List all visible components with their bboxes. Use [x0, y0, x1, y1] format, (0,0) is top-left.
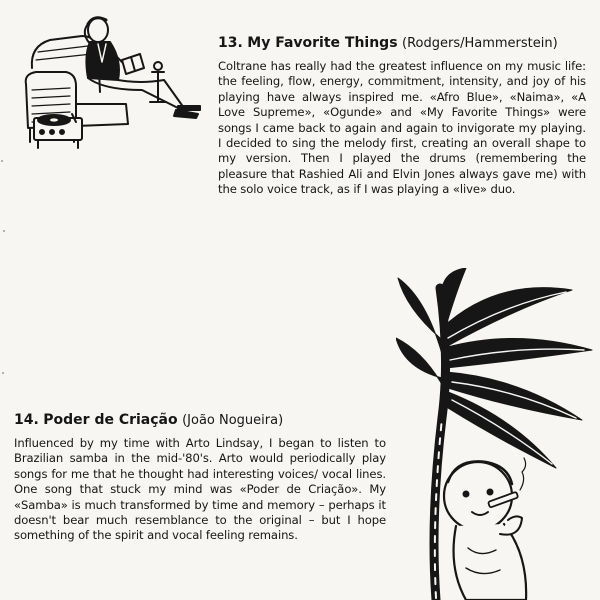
paper-speck — [2, 372, 4, 374]
track-14-notes: Influenced by my time with Arto Lindsay, I began to listen to Brazilian samba in the mid-'80's. Arto would periodically play songs for me that he thought had interesting voices/ vocal lines. One song that stuck my mind was «Poder de Criação». My «Samba» is much transformed by time and memory – perhaps it doesn't bear much resemblance to the original – but I hope something of the spirit and vocal feeling remains. — [14, 436, 386, 543]
palm-leaves-illustration — [396, 268, 596, 600]
paper-speck — [1, 160, 3, 162]
track-14-section — [14, 411, 386, 544]
track-14-heading — [14, 411, 386, 430]
man-reading-illustration — [14, 6, 202, 156]
paper-speck — [3, 230, 5, 232]
track-13-heading — [218, 34, 586, 53]
track-13-notes: Coltrane has really had the greatest influence on my music life: the feeling, flow, energy, commitment, intensity, and joy of his playing have always inspired me. «Afro Blue», «Naima», «A Love Supreme», «Ogunde» and «My Favorite Things» were songs I came back to again and again to invigorate my playing. I decided to sing the melody first, creating an overall shape to my version. Then I played the drums (remembering the pleasure that Rashied Ali and Elvin Jones always gave me) with the solo voice track, as if I was playing a «live» duo. — [218, 59, 586, 197]
track-13-title: My Favorite Things — [247, 35, 398, 51]
track-13-section — [218, 34, 586, 198]
track-14-number: 14. — [14, 412, 39, 428]
track-14-composer: (João Nogueira) — [182, 413, 284, 428]
track-13-number: 13. — [218, 35, 243, 51]
track-13-composer: (Rodgers/Hammerstein) — [402, 36, 558, 51]
track-14-title: Poder de Criação — [43, 412, 178, 428]
